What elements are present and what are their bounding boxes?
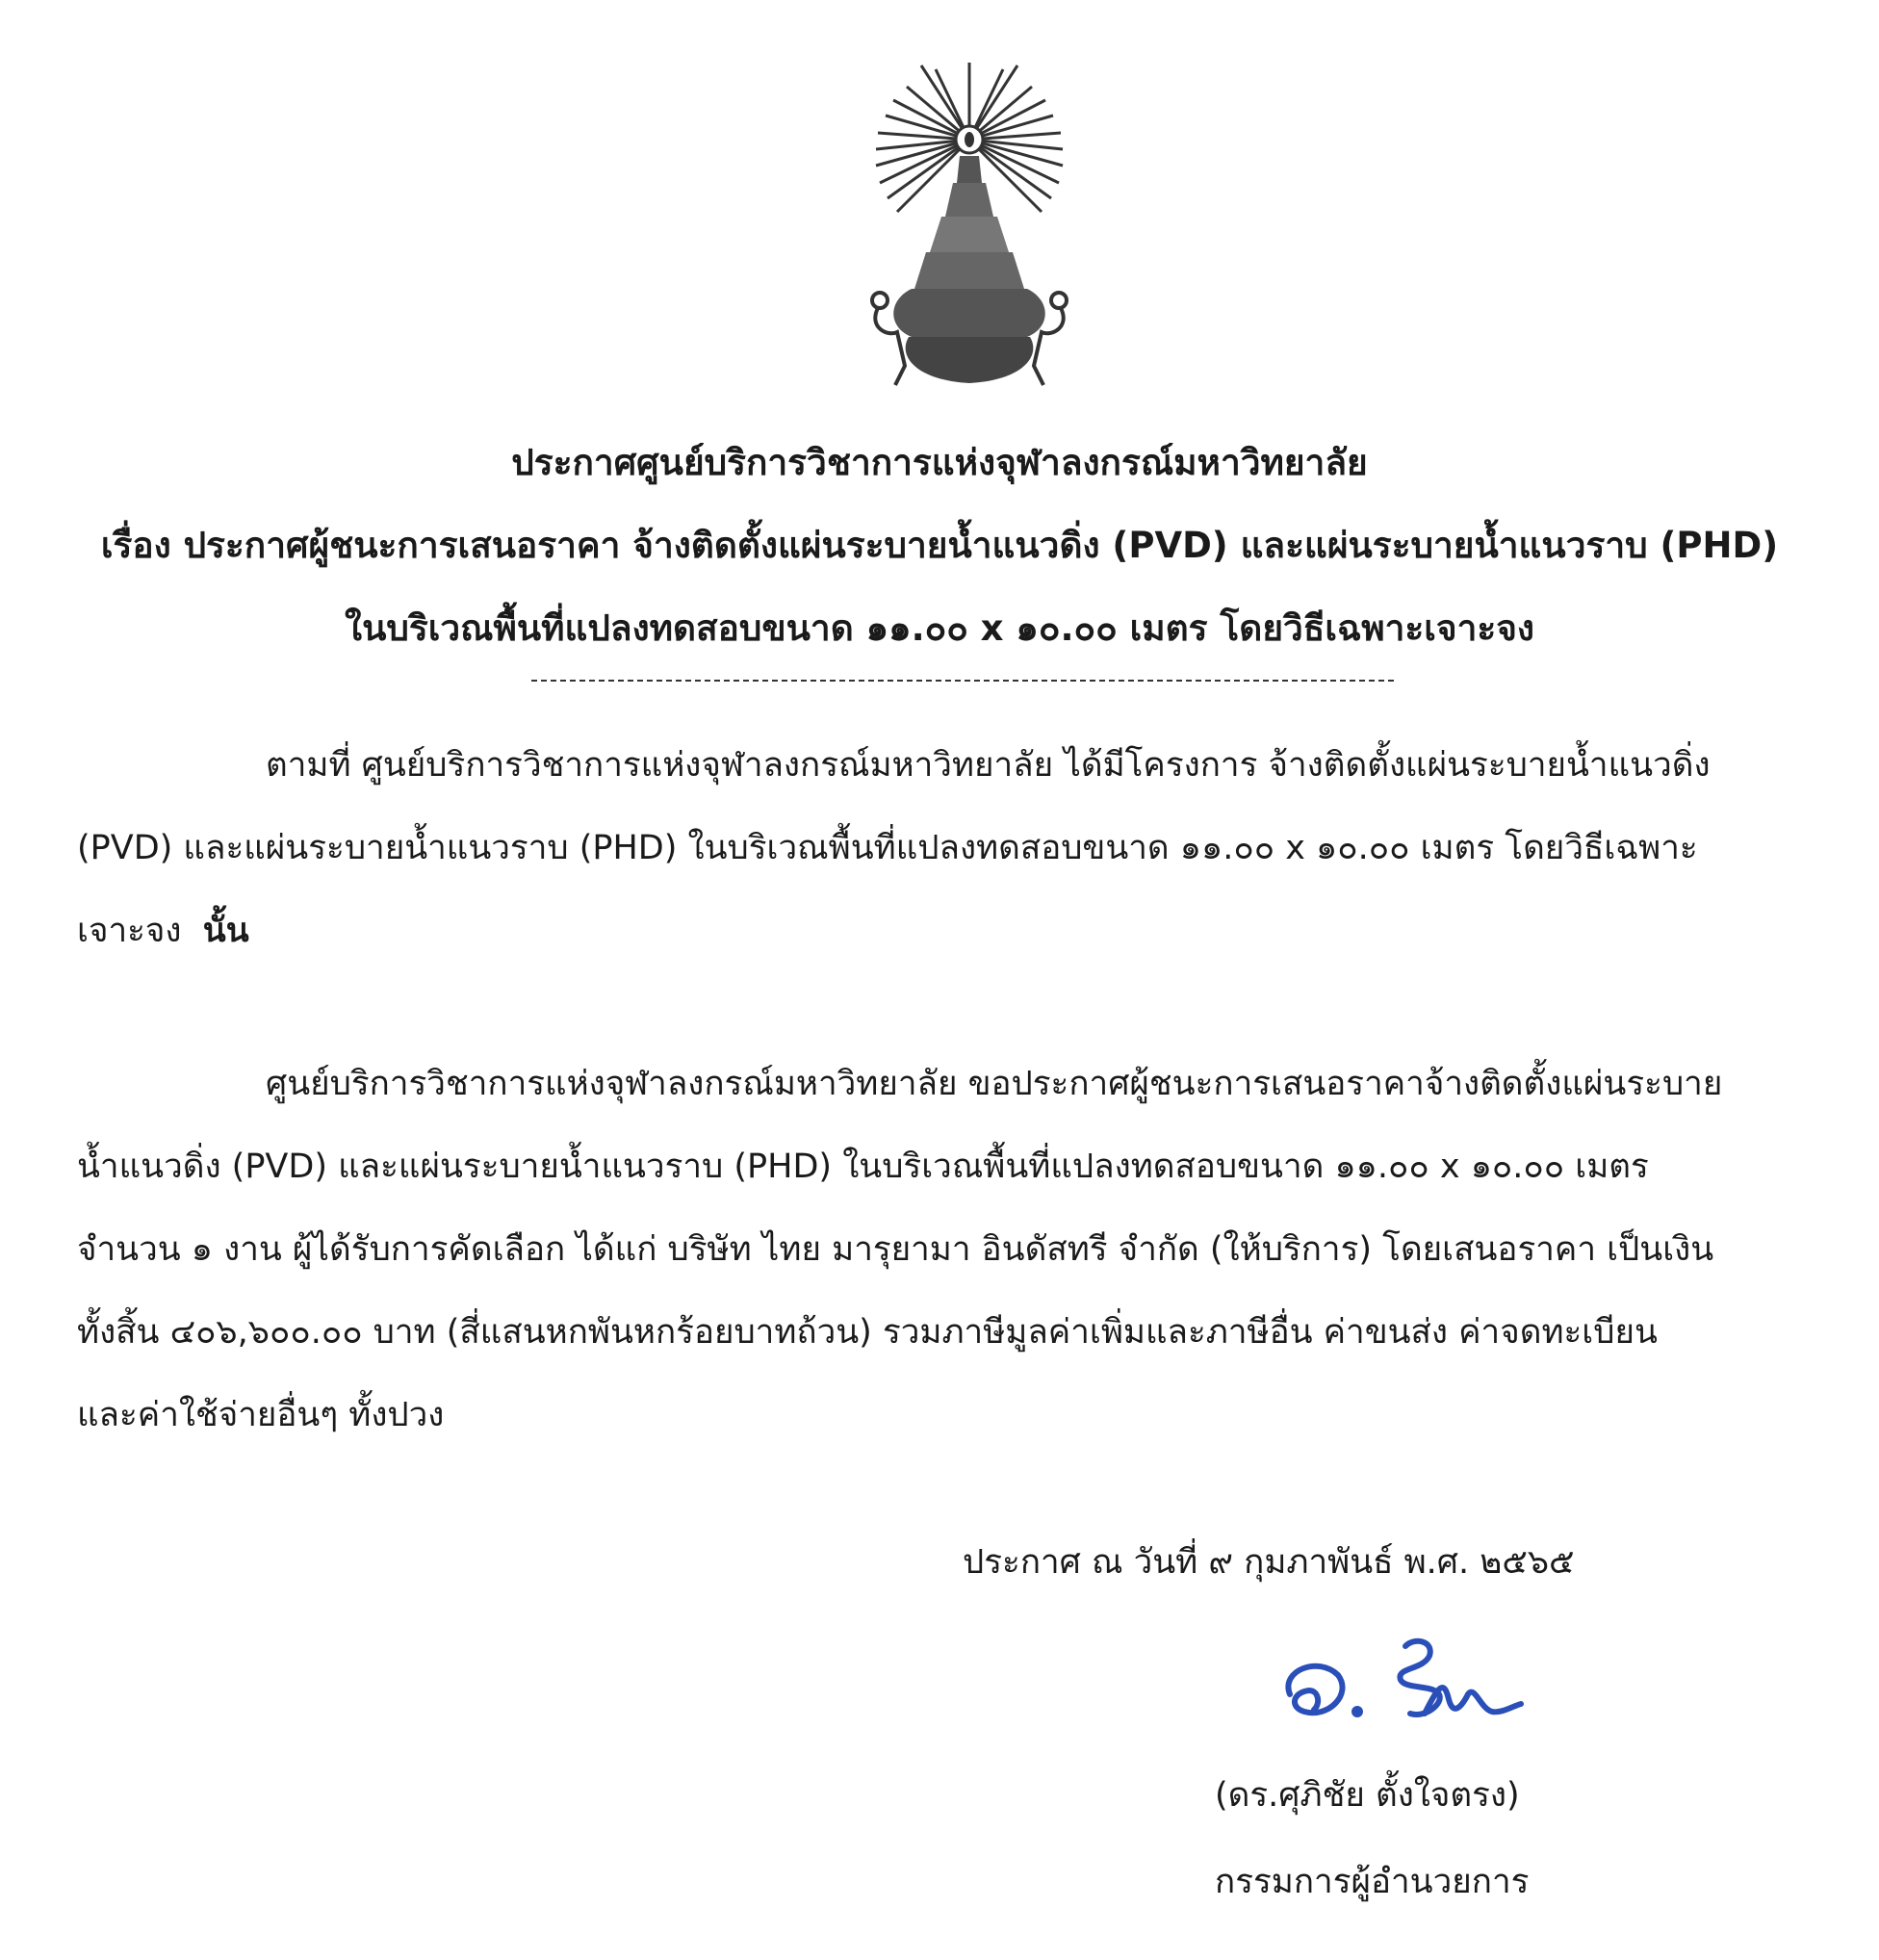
paragraph-2-line-3: จำนวน ๑ งาน ผู้ได้รับการคัดเลือก ได้แก่ บริษัท ไทย มารุยามา อินดัสทรี จำกัด (ให้บริการ) โดยเสนอราคา เป็นเงิน: [77, 1230, 1714, 1269]
paragraph-2-line-2: น้ำแนวดิ่ง (PVD) และแผ่นระบายน้ำแนวราบ (PHD) ในบริเวณพื้นที่แปลงทดสอบขนาด ๑๑.๐๐ x ๑๐.๐๐ เมตร: [77, 1148, 1649, 1186]
announcement-date: ประกาศ ณ วันที่ ๙ กุมภาพันธ์ พ.ศ. ๒๕๖๕: [963, 1543, 1575, 1582]
paragraph-1-line-2: (PVD) และแผ่นระบายน้ำแนวราบ (PHD) ในบริเวณพื้นที่แปลงทดสอบขนาด ๑๑.๐๐ x ๑๐.๐๐ เมตร โดยวิธีเฉพาะ: [77, 829, 1698, 867]
handwritten-signature-icon: [1261, 1627, 1550, 1742]
paragraph-award: [77, 1043, 1819, 1457]
paragraph-2-line-4: ทั้งสิ้น ๔๐๖,๖๐๐.๐๐ บาท (สี่แสนหกพันหกร้อยบาทถ้วน) รวมภาษีมูลค่าเพิ่มและภาษีอื่น ค่าขนส่ง ค่าจดทะเบียน: [77, 1313, 1658, 1352]
university-seal-icon: [859, 48, 1080, 404]
signer-position: กรรมการผู้อำนวยการ: [1215, 1863, 1530, 1901]
paragraph-2-line-5: และค่าใช้จ่ายอื่นๆ ทั้งปวง: [77, 1396, 445, 1434]
paragraph-1-line-3-text: เจาะจง: [77, 912, 182, 950]
title-line-3: ในบริเวณพื้นที่แปลงทดสอบขนาด ๑๑.๐๐ x ๑๐.๐๐ เมตร โดยวิธีเฉพาะเจาะจง: [345, 607, 1534, 649]
paragraph-1-line-1: ตามที่ ศูนย์บริการวิชาการแห่งจุฬาลงกรณ์มหาวิทยาลัย ได้มีโครงการ จ้างติดตั้งแผ่นระบายน้ำแนวดิ่ง: [266, 746, 1711, 785]
paragraph-1-line-3: [77, 890, 1819, 972]
title-line-2: เรื่อง ประกาศผู้ชนะการเสนอราคา จ้างติดตั้งแผ่นระบายน้ำแนวดิ่ง (PVD) และแผ่นระบายน้ำแนวราบ (PHD): [100, 525, 1779, 566]
signer-name: (ดร.ศุภิชัย ตั้งใจตรง): [1215, 1776, 1520, 1815]
paragraph-2-line-1: ศูนย์บริการวิชาการแห่งจุฬาลงกรณ์มหาวิทยาลัย ขอประกาศผู้ชนะการเสนอราคาจ้างติดตั้งแผ่นระบาย: [266, 1065, 1723, 1103]
announcement-title: [0, 422, 1879, 670]
paragraph-1-tail: นั้น: [202, 912, 249, 950]
dashed-divider: [531, 680, 1394, 682]
paragraph-background: [77, 724, 1819, 972]
title-line-1: ประกาศศูนย์บริการวิชาการแห่งจุฬาลงกรณ์มหาวิทยาลัย: [511, 442, 1368, 483]
